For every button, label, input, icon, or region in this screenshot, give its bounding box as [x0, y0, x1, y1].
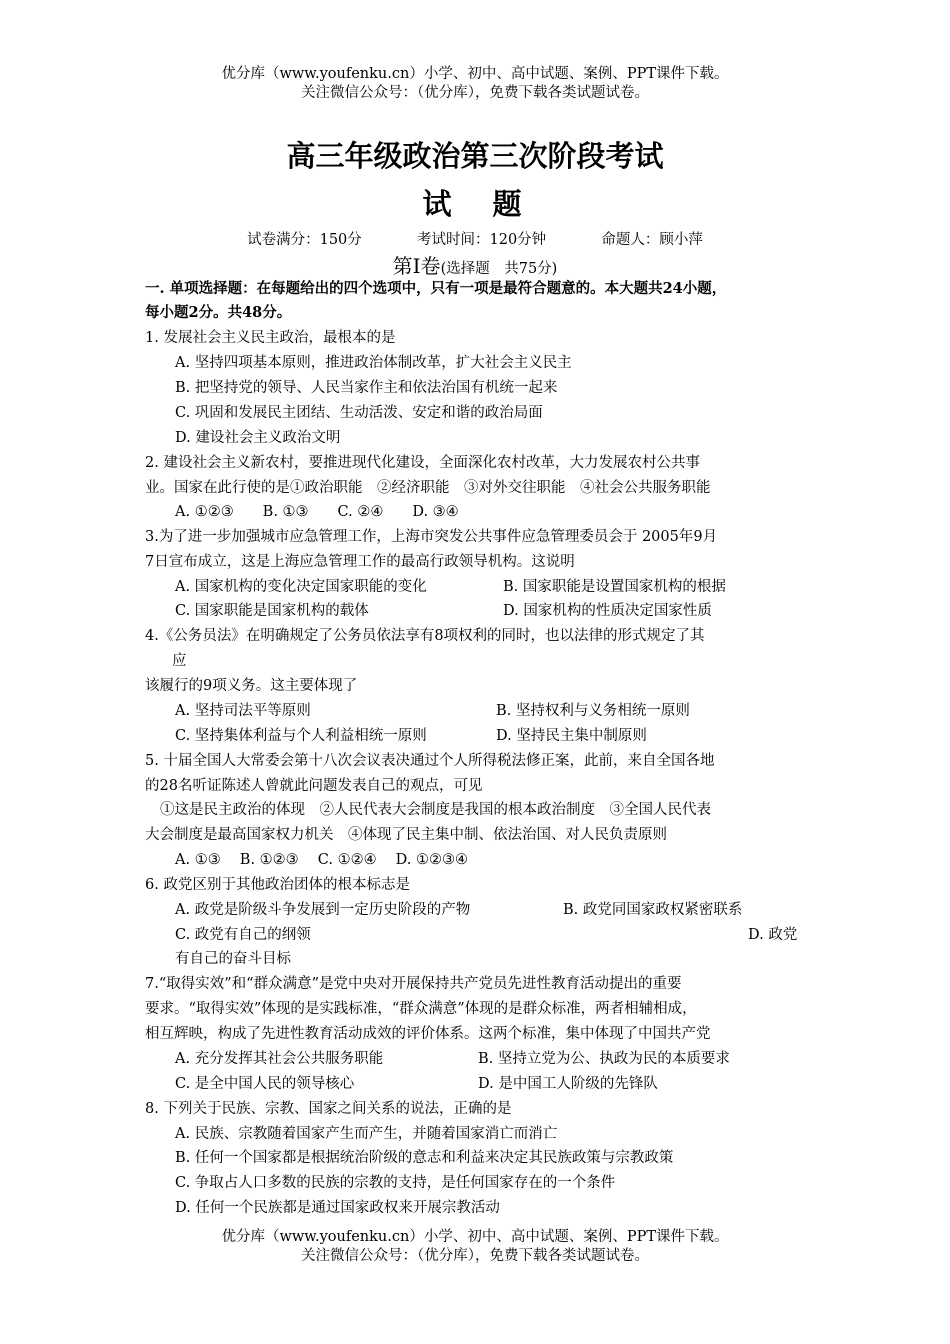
q5-stem-2: 的28名听证陈述人曾就此问题发表自己的观点，可见 [145, 778, 483, 794]
exam-time: 考试时间：120分钟 [417, 232, 547, 248]
q1-option-d: D. 建设社会主义政治文明 [175, 430, 341, 446]
q1-option-b: B. 把坚持党的领导、人民当家作主和依法治国有机统一起来 [175, 380, 558, 396]
q4-option-c: C. 坚持集体利益与个人利益相统一原则 [175, 728, 427, 744]
header-line-1: 优分库（www.youfenku.cn）小学、初中、高中试题、案例、PPT课件下载。 [221, 66, 729, 82]
q6-option-b: B. 政党同国家政权紧密联系 [563, 902, 743, 918]
q5-stem-1: 5. 十届全国人大常委会第十八次会议表决通过个人所得税法修正案，此前，来自全国各地 [145, 753, 715, 769]
exam-subtitle: 试 题 [422, 187, 528, 221]
q8-option-a: A. 民族、宗教随着国家产生而产生，并随着国家消亡而消亡 [175, 1126, 558, 1142]
q4-option-b: B. 坚持权利与义务相统一原则 [496, 703, 690, 719]
q7-stem-2: 要求。“取得实效”体现的是实践标准，“群众满意”体现的是群众标准，两者相辅相成， [145, 1001, 697, 1017]
q5-stem-3: ①这是民主政治的体现 ②人民代表大会制度是我国的根本政治制度 ③全国人民代表 [160, 802, 711, 818]
q1-option-a: A. 坚持四项基本原则，推进政治体制改革，扩大社会主义民主 [175, 355, 572, 371]
q4-option-a: A. 坚持司法平等原则 [175, 703, 311, 719]
q5-stem-4: 大会制度是最高国家权力机关 ④体现了民主集中制、依法治国、对人民负责原则 [145, 827, 667, 843]
section-note: (选择题 共75分) [440, 261, 558, 277]
q7-stem-3: 相互辉映，构成了先进性教育活动成效的评价体系。这两个标准，集中体现了中国共产党 [145, 1026, 711, 1042]
q8-stem: 8. 下列关于民族、宗教、国家之间关系的说法，正确的是 [145, 1101, 512, 1117]
q7-option-a: A. 充分发挥其社会公共服务职能 [175, 1051, 384, 1067]
footer-line-1: 优分库（www.youfenku.cn）小学、初中、高中试题、案例、PPT课件下载。 [221, 1229, 729, 1245]
q7-option-d: D. 是中国工人阶级的先锋队 [478, 1076, 658, 1092]
q6-option-d: D. 政党 [748, 927, 798, 943]
q2-options: A. ①②③ B. ①③ C. ②④ D. ③④ [175, 504, 459, 520]
section-name: 第Ⅰ卷 [392, 254, 441, 278]
q7-option-c: C. 是全中国人民的领导核心 [175, 1076, 355, 1092]
q7-stem-1: 7.“取得实效”和“群众满意”是党中央对开展保持共产党员先进性教育活动提出的重要 [145, 976, 682, 992]
full-score: 试卷满分：150分 [247, 232, 362, 248]
q4-stem-1: 4.《公务员法》在明确规定了公务员依法享有8项权利的同时，也以法律的形式规定了其 [145, 628, 705, 644]
q1-option-c: C. 巩固和发展民主团结、生动活泼、安定和谐的政治局面 [175, 405, 543, 421]
q7-option-b: B. 坚持立党为公、执政为民的本质要求 [478, 1051, 730, 1067]
q5-options: A. ①③ B. ①②③ C. ①②④ D. ①②③④ [175, 852, 469, 868]
q8-option-c: C. 争取占人口多数的民族的宗教的支持，是任何国家存在的一个条件 [175, 1175, 616, 1191]
q2-stem-1: 2. 建设社会主义新农村，要推进现代化建设，全面深化农村改革，大力发展农村公共事 [145, 455, 700, 471]
q8-option-b: B. 任何一个国家都是根据统治阶级的意志和利益来决定其民族政策与宗教政策 [175, 1150, 674, 1166]
q3-option-b: B. 国家职能是设置国家机构的根据 [503, 579, 726, 595]
q6-option-c: C. 政党有自己的纲领 [175, 927, 311, 943]
exam-meta [0, 228, 950, 249]
q6-option-d-cont: 有自己的奋斗目标 [175, 951, 291, 967]
section-heading [0, 250, 950, 279]
instructions-line-2: 每小题2分。共48分。 [145, 304, 292, 321]
q2-stem-2: 业。国家在此行使的是①政治职能 ②经济职能 ③对外交往职能 ④社会公共服务职能 [145, 480, 711, 496]
footer-line-2: 关注微信公众号：（优分库），免费下载各类试题试卷。 [301, 1248, 649, 1264]
q3-option-c: C. 国家职能是国家机构的载体 [175, 603, 369, 619]
exam-title: 高三年级政治第三次阶段考试 [286, 139, 664, 173]
q8-option-d: D. 任何一个民族都是通过国家政权来开展宗教活动 [175, 1200, 500, 1216]
instructions-line-1: 一. 单项选择题：在每题给出的四个选项中，只有一项是最符合题意的。本大题共24小题， [145, 280, 727, 297]
q3-option-a: A. 国家机构的变化决定国家职能的变化 [175, 579, 427, 595]
q6-stem: 6. 政党区别于其他政治团体的根本标志是 [145, 877, 410, 893]
q6-option-a: A. 政党是阶级斗争发展到一定历史阶段的产物 [175, 902, 471, 918]
q3-stem-2: 7日宣布成立，这是上海应急管理工作的最高行政领导机构。这说明 [145, 554, 575, 570]
q4-stem-2: 该履行的9项义务。这主要体现了 [145, 678, 358, 694]
q1-stem: 1. 发展社会主义民主政治，最根本的是 [145, 330, 396, 346]
q3-stem-1: 3.为了进一步加强城市应急管理工作，上海市突发公共事件应急管理委员会于 2005年9月 [145, 529, 718, 545]
exam-author: 命题人：顾小萍 [601, 232, 703, 248]
q4-stem-1b: 应 [172, 653, 187, 669]
header-line-2: 关注微信公众号：（优分库），免费下载各类试题试卷。 [301, 85, 649, 101]
q4-option-d: D. 坚持民主集中制原则 [496, 728, 647, 744]
q3-option-d: D. 国家机构的性质决定国家性质 [503, 603, 712, 619]
